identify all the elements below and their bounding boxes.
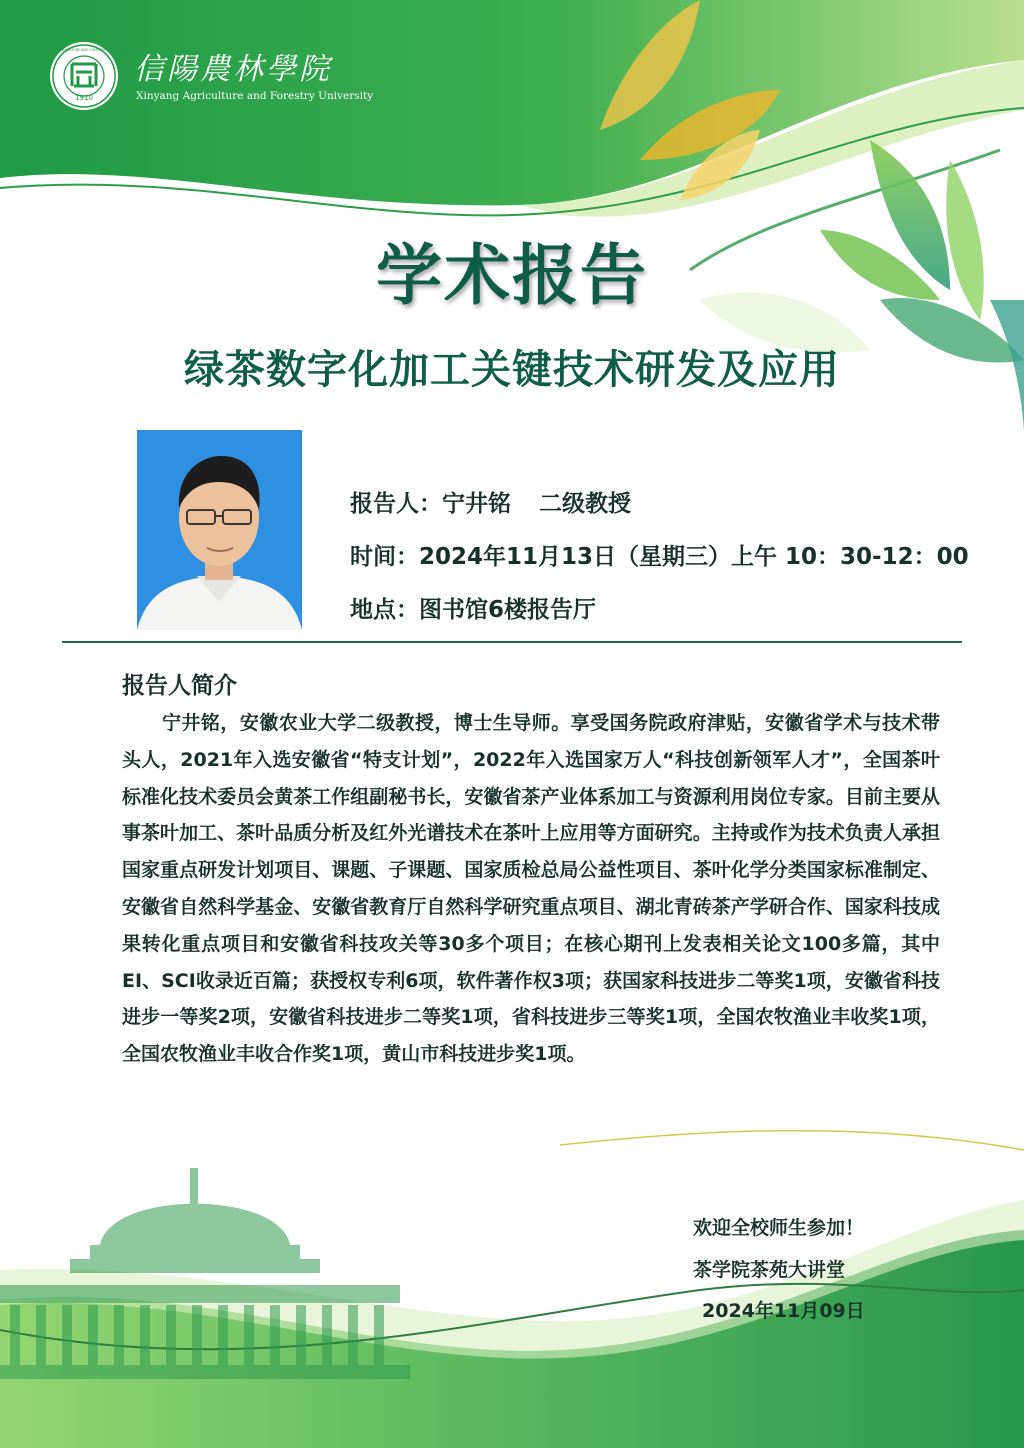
bio-text: 宁井铭，安徽农业大学二级教授，博士生导师。享受国务院政府津贴，安徽省学术与技术带头人，2021年入选安徽省“特支计划”，2022年入选国家万人“科技创新领军人才”，全国茶叶标准化技术委员会黄茶工作组副秘书长，安徽省茶产业体系加工与资源利用岗位专家。目前主要从事茶叶加工、茶叶品质分析及红外光谱技术在茶叶上应用等方面研究。主持或作为技术负责人承担国家重点研发计划项目、课题、子课题、国家质检总局公益性项目、茶叶化学分类国家标准制定、安徽省自然科学基金、安徽省教育厅自然科学研究重点项目、湖北青砖茶产学研合作、国家科技成果转化重点项目和安徽省科技攻关等30多个项目；在核心期刊上发表相关论文100多篇，其中EI、SCI收录近百篇；获授权专利6项，软件著作权3项；获国家科技进步二等奖1项，安徽省科技进步一等奖2项，安徽省科技进步二等奖1项，省科技进步三等奖1项，全国农牧渔业丰收奖1项，全国农牧渔业丰收合作奖1项，黄山市科技进步奖1项。 (122, 712, 940, 1066)
organizer: 茶学院茶苑大讲堂 (693, 1259, 846, 1281)
seal-year: 1910 (75, 94, 93, 102)
speaker-line (350, 485, 631, 518)
university-name-en: Xinyang Agriculture and Forestry University (136, 90, 374, 102)
speaker-portrait (137, 430, 302, 630)
welcome-note: 欢迎全校师生参加！ (693, 1217, 865, 1239)
report-time: 时间：2024年11月13日（星期三）上午 10：30-12：00 (350, 544, 969, 570)
bio-heading: 报告人简介 (122, 673, 237, 699)
notice-date: 2024年11月09日 (702, 1300, 865, 1322)
university-seal-icon (42, 40, 126, 112)
speaker-name: 报告人：宁井铭 (350, 491, 511, 517)
university-logo (42, 40, 374, 110)
report-place: 地点：图书馆6楼报告厅 (350, 597, 597, 623)
university-name-cn: 信陽農林學院 (134, 52, 332, 87)
seal-ring-text: XINYANG AGRICULTURE AND FORESTRY UNIVERSITY (42, 48, 126, 52)
speaker-rank: 二级教授 (539, 491, 631, 517)
footer-gold-line (560, 1131, 1024, 1150)
report-topic: 绿茶数字化加工关键技术研发及应用 (184, 347, 840, 393)
section-divider (62, 641, 962, 643)
poster-title: 学术报告 (376, 237, 648, 314)
